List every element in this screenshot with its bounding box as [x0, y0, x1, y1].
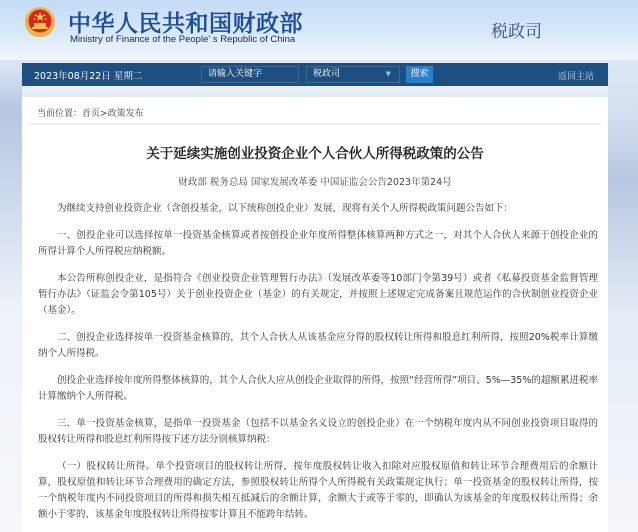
- article-paragraph: 三、单一投资基金核算，是指单一投资基金（包括不以基金名义设立的创投企业）在一个纳税年度内从不同创业投资项目取得的股权转让所得和股息红利所得按下述方法分别核算纳税：: [38, 418, 598, 445]
- divider: [29, 123, 601, 125]
- breadcrumb-label: 当前位置：: [37, 109, 83, 119]
- national-emblem-icon: [23, 6, 57, 40]
- breadcrumb-separator: >: [100, 109, 108, 119]
- page-background-left: [0, 60, 22, 532]
- article-body: [38, 201, 598, 532]
- article-paragraph: 为继续支持创业投资企业（含创投基金，以下统称创投企业）发展，现将有关个人所得税政策问题公告如下：: [57, 203, 514, 214]
- current-date: 2023年08月22日 星期二: [34, 71, 143, 82]
- return-home-link[interactable]: 返回主站: [557, 72, 594, 82]
- top-navbar: [22, 63, 608, 86]
- breadcrumb: [37, 106, 144, 119]
- site-name-en: Ministry of Finance of the People' s Republic of China: [70, 34, 296, 45]
- chevron-down-icon: ▼: [385, 70, 391, 78]
- article-title: 关于延续实施创业投资企业个人合伙人所得税政策的公告: [146, 146, 484, 162]
- article-paragraph: 一、创投企业可以选择按单一投资基金核算或者按创投企业年度所得整体核算两种方式之一，对其个人合伙人来源于创投企业的所得计算个人所得税应纳税额。: [38, 230, 598, 257]
- article-paragraph: 本公告所称创投企业，是指符合《创业投资企业管理暂行办法》（发展改革委等10部门令第39号）或者《私募投资基金监督管理暂行办法》（证监会令第105号）关于创业投资企业（基金）的有关规定，并按照上述规定完成备案且规范运作的合伙制创业投资企业（基金）。: [38, 273, 598, 316]
- page-background-right: [608, 60, 638, 532]
- breadcrumb-policy[interactable]: 政策发布: [107, 109, 144, 119]
- search-scope-value: 税政司: [313, 69, 341, 79]
- article-subtitle: 财政部 税务总局 国家发展改革委 中国证监会公告2023年第24号: [178, 177, 452, 188]
- department-name: 税政司: [491, 22, 542, 42]
- search-scope-select[interactable]: [306, 66, 400, 83]
- breadcrumb-home[interactable]: 首页: [82, 109, 101, 119]
- site-header: [0, 0, 638, 60]
- main-content: [22, 97, 608, 532]
- article-paragraph: 二、创投企业选择按单一投资基金核算的，其个人合伙人从该基金应分得的股权转让所得和股息红利所得，按照20%税率计算缴纳个人所得税。: [38, 332, 598, 359]
- site-name-cn: 中华人民共和国财政部: [68, 11, 303, 37]
- article-paragraph: （一）股权转让所得。单个投资项目的股权转让所得，按年度股权转让收入扣除对应股权原值和转让环节合理费用后的余额计算，股权原值和转让环节合理费用的确定方法，参照股权转让所得个人所得税有关政策规定执行；单一投资基金的股权转让所得，按一个纳税年度内不同投资项目的所得和损失相互抵减后的余额计算，余额大于或等于零的，即确认为该基金的年度股权转让所得；余额小于零的，该基金年度股权转让所得按零计算且不能跨年结转。: [38, 461, 598, 520]
- article-paragraph: 创投企业选择按年度所得整体核算的，其个人合伙人应从创投企业取得的所得，按照“经营所得”项目、5%—35%的超额累进税率计算缴纳个人所得税。: [38, 375, 598, 402]
- search-button[interactable]: 搜索: [406, 66, 433, 83]
- search-input[interactable]: 请输入关键字: [201, 66, 299, 83]
